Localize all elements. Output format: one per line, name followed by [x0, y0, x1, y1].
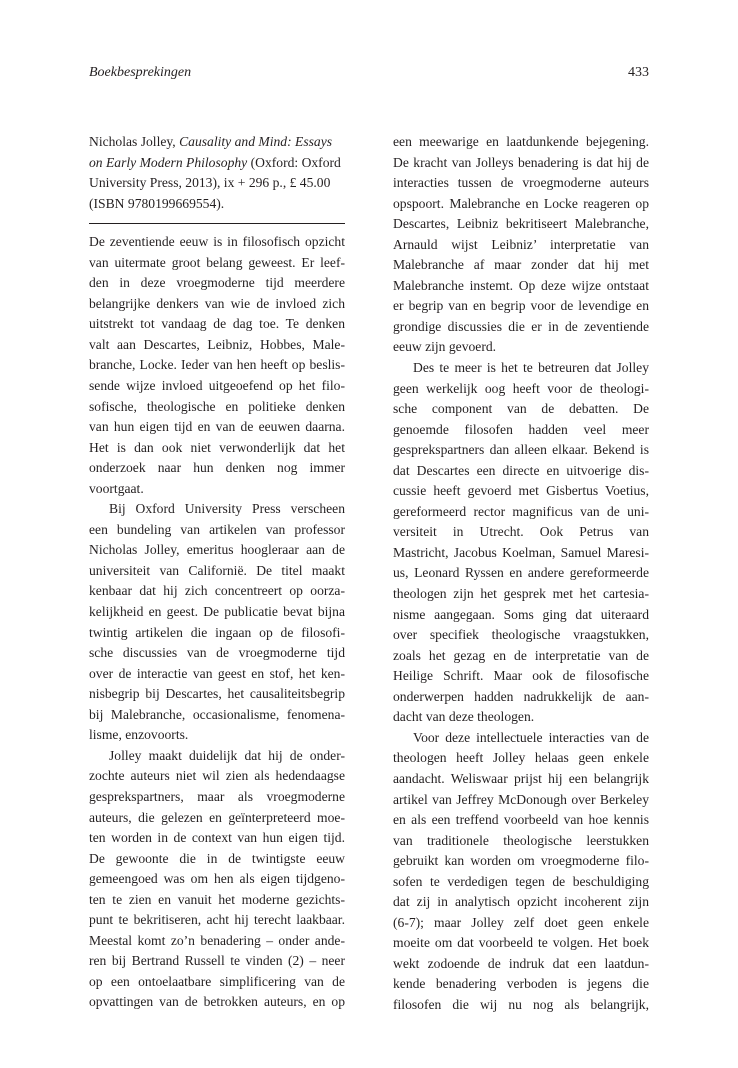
text-line: artikel van Jeffrey McDonough over Berkeley	[393, 791, 649, 807]
text-line: lisme, enzovoorts.	[89, 727, 189, 743]
text-line: branche, Locke. Ieder van hen heeft op beslis-	[89, 357, 345, 373]
left-column	[89, 132, 345, 1013]
text-line: zoals het gezag en de interpretatie van de	[393, 647, 649, 663]
text-line: Des te meer is het te betreuren dat Jolley	[413, 360, 649, 376]
text-line: Meestal komt zo’n benadering – onder ande-	[89, 932, 345, 948]
text-line: valt aan Descartes, Leibniz, Hobbes, Male-	[89, 336, 345, 352]
text-line: Voor deze intellectuele interacties van de	[413, 729, 649, 745]
text-line: gebruikt kan worden om vroegmoderne filo-	[393, 853, 649, 869]
text-line: Bij Oxford University Press verscheen	[109, 501, 345, 517]
text-line: grondige discussies die er in de zeventiende	[393, 318, 649, 334]
text-line: gesprekspartners, maar als vroegmoderne	[89, 788, 345, 804]
text-line: De kracht van Jolleys benadering is dat hij de	[393, 154, 649, 170]
text-line: Jolley maakt duidelijk dat hij de onder-	[109, 747, 345, 763]
text-line: van traditionele theologische leerstukken	[393, 832, 649, 848]
text-line: auteurs, die gelezen en geïnterpreteerd moe-	[89, 809, 345, 825]
text-line: dat Descartes een directe en uitvoerige dis-	[393, 462, 649, 478]
text-line: nisme aangegaan. Soms ging dat uiteraard	[393, 606, 649, 622]
right-column	[393, 132, 649, 1016]
text-line: moeite om dat voorbeeld te volgen. Het boek	[393, 935, 649, 951]
text-line: Malebranche instemt. Op deze wijze ontstaat	[393, 277, 649, 293]
text-line: opvattingen van de betrokken auteurs, en op	[89, 994, 345, 1010]
text-line: onderwerpen hadden nadrukkelijk de aan-	[393, 688, 649, 704]
text-line: Het is dan ook niet verwonderlijk dat het	[89, 439, 345, 455]
text-line: cussie heeft gevoerd met Gisbertus Voetius,	[393, 483, 649, 499]
text-line: kelijkheid en geest. De publicatie bevat bijna	[89, 604, 345, 620]
text-line: punt te bekritiseren, acht hij terecht laakbaar.	[89, 912, 345, 928]
page-number: 433	[628, 65, 649, 80]
text-line: genoemde filosofen hadden veel meer	[393, 421, 649, 437]
text-line: (6-7); maar Jolley zelf doet geen enkele	[393, 914, 649, 930]
text-line: Mastricht, Jacobus Koelman, Samuel Maresi-	[393, 544, 649, 560]
citation-divider	[89, 223, 345, 224]
running-header-section-title: Boekbesprekingen	[89, 65, 192, 80]
text-line: sofische, theologische en politieke denken	[89, 398, 345, 414]
text-line: ren bij Bertrand Russell te vinden (2) – neer	[89, 953, 345, 969]
text-line: over de interactie van geest en stof, het ken-	[89, 665, 345, 681]
text-line: eeuw zijn gevoerd.	[393, 339, 497, 355]
text-line: ten te zien en vanuit het moderne gezichts-	[89, 891, 345, 907]
text-line: dat zij in analytisch opzicht incoherent zijn	[393, 894, 649, 910]
text-line: een meewarige en laatdunkende bejegening.	[393, 134, 649, 149]
text-line: ten worden in de context van hun eigen tijd.	[89, 830, 345, 846]
text-line: filosofen die wij nu nog als belangrijk,	[393, 996, 649, 1012]
text-line: over specifiek theologische vraagstukken,	[393, 627, 649, 643]
text-line: nisbegrip bij Descartes, het causaliteitsbegrip	[89, 686, 345, 702]
citation-line: Nicholas Jolley, Causality and Mind: Essays	[89, 134, 333, 149]
text-line: Descartes, Leibniz bekritiseert Malebranche,	[393, 216, 649, 232]
text-line: voortgaat.	[89, 480, 144, 496]
text-line: Nicholas Jolley, emeritus hoogleraar aan de	[89, 542, 345, 558]
text-line: interacties tussen de vroegmoderne auteurs	[393, 175, 649, 191]
citation-line: on Early Modern Philosophy (Oxford: Oxford	[89, 154, 341, 170]
text-line: De gewoonte die in de twintigste eeuw	[89, 850, 345, 866]
citation-line: (ISBN 9780199669554).	[89, 195, 225, 211]
text-line: kenbaar dat hij zich concentreert op oorza-	[89, 583, 345, 599]
text-line: Malebranche af maar zonder dat hij met	[393, 257, 649, 273]
text-line: De zeventiende eeuw is in filosofisch opzicht	[89, 234, 345, 250]
text-line: gereformeerd rector magnificus van de uni-	[393, 503, 649, 519]
book-citation	[89, 132, 345, 214]
text-line: den in deze vroegmoderne tijd meerdere	[89, 275, 345, 291]
text-line: Arnauld wijst Leibniz’ interpretatie van	[393, 236, 649, 252]
text-line: uitstrekt tot vandaag de dag toe. Te denken	[89, 316, 345, 332]
text-line: geen werkelijk oog heeft voor de theologi-	[393, 380, 649, 396]
text-line: sche discussies van de vroegmoderne tijd	[89, 645, 345, 661]
text-line: twintig artikelen die ingaan op de filosofi-	[89, 624, 345, 640]
text-line: aandacht. Weliswaar prijst hij een belangrijk	[393, 770, 649, 786]
text-line: van uitermate groot belang geweest. Er leef-	[89, 254, 345, 270]
text-line: onderzoek naar hun denken nog immer	[89, 460, 345, 476]
text-line: belangrijke denkers van wie de invloed zich	[89, 295, 345, 311]
text-line: op een ontoelaatbare simplificering van de	[89, 973, 345, 989]
text-line: een bundeling van artikelen van professor	[89, 521, 345, 537]
text-line: sofen te verdedigen tegen de beschuldiging	[393, 873, 649, 889]
text-line: versiteit in Utrecht. Ook Petrus van	[393, 524, 649, 540]
citation-line: University Press, 2013), ix + 296 p., £ 45.00	[89, 175, 331, 191]
text-line: van hun eigen tijd en van de eeuwen daarna.	[89, 419, 345, 435]
text-line: dacht van deze theologen.	[393, 709, 535, 725]
text-line: bij Malebranche, occasionalisme, fenomena-	[89, 706, 345, 722]
text-line: sche component van de debatten. De	[393, 401, 649, 417]
text-line: gemeengoed was om hen als eigen tijdgeno-	[89, 871, 345, 887]
text-line: en als een treffend voorbeeld van hoe kennis	[393, 812, 649, 828]
text-line: theologen heeft Jolley helaas geen enkele	[393, 750, 649, 766]
text-line: theologen zijn het gesprek met het cartesia-	[393, 586, 649, 602]
text-line: er begrip van en begrip voor de levendige en	[393, 298, 649, 314]
text-line: us, Leonard Ryssen en andere gereformeerde	[393, 565, 649, 581]
text-line: kende benadering verboden is jegens die	[393, 976, 649, 992]
text-line: gesprekspartners dan alleen elkaar. Bekend is	[393, 442, 649, 458]
text-line: sende wijze invloed uitgeoefend op het filo-	[89, 378, 345, 394]
text-line: zochte auteurs niet wil zien als hedendaagse	[89, 768, 345, 784]
text-line: Heilige Schrift. Maar ook de filosofische	[393, 668, 649, 684]
text-line: wekt zodoende de indruk dat een laatdun-	[393, 955, 649, 971]
text-line: opspoort. Malebranche en Locke reageren op	[393, 195, 649, 211]
review-body-left	[89, 232, 345, 1013]
text-line: universiteit van Californië. De titel maakt	[89, 562, 345, 578]
